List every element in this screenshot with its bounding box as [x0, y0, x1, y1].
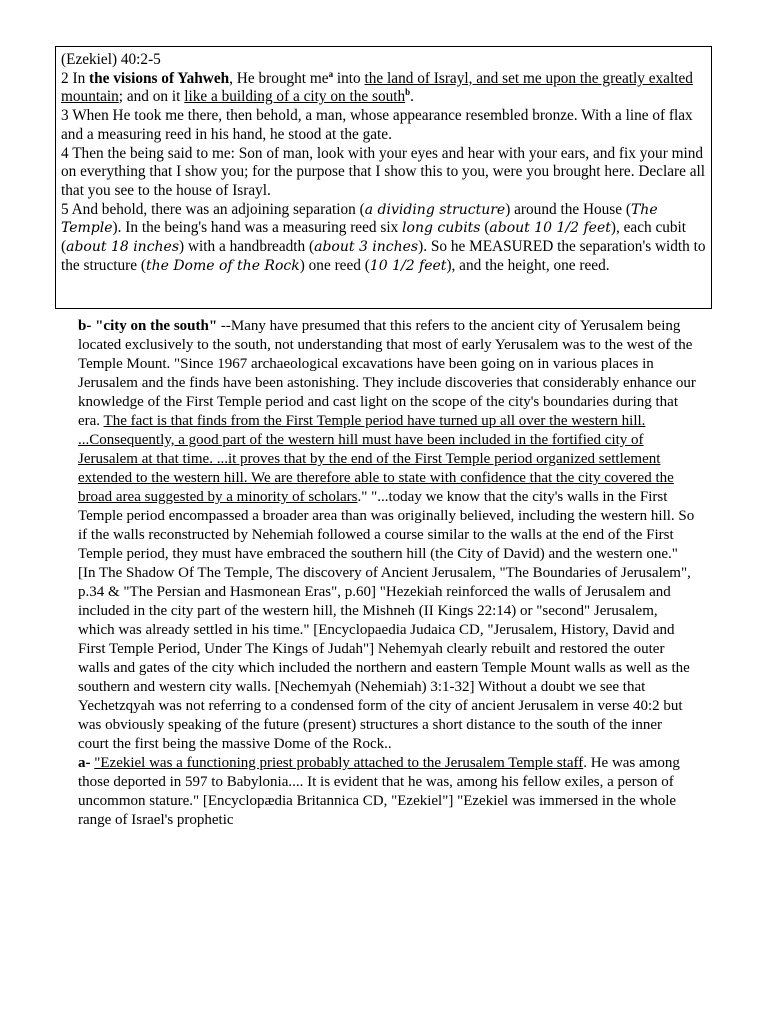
verse-5-text: 5 And behold, there was an adjoining separation (: [61, 200, 365, 218]
verse-5-italic: about 3 inches: [314, 239, 419, 256]
footnote-b-text: --Many have presumed that this refers to the ancient city of Yerusalem being located exclusively to the south, not understanding that most of early Yerusalem was to the west of the Temple Mount. "Since 1967 archaeological excavations have been going on in various places in Jerusalem and the finds have been astonishing. They include discoveries that considerably enhance our knowledge of the First Temple period and cast light on the scope of the city's boundaries during that era.: [78, 318, 696, 429]
scripture-box: [55, 46, 712, 309]
footnote-a-label: a-: [78, 755, 91, 771]
verse-5-text: ) one reed (: [299, 256, 370, 274]
verse-5-text: ). So he MEASURED the separation's width to the structure (: [61, 238, 706, 274]
verse-2-text: .: [410, 88, 414, 106]
footnote-b-underlined: The fact is that finds from the First Temple period have turned up all over the western hill. ...Consequently, a good part of the western hill must have been included in the fortified city of Jerusalem at that time. ...it proves that by the end of the First Temple period organized settlement extended to the western hill. We are therefore able to state with confidence that the city covered the broad area suggested by a minority of scholars: [78, 413, 674, 505]
verse-2-bold: the visions of Yahweh: [89, 69, 230, 87]
verse-5-text: ). In the being's hand was a measuring reed six: [112, 219, 403, 237]
verse-2-text: , He brought me: [229, 69, 329, 87]
verse-5-italic: about 10 1/2 feet: [489, 220, 611, 237]
verse-5-italic: about 18 inches: [66, 239, 180, 256]
footnote-b-marker: b: [405, 87, 411, 98]
verse-2-number: 2 In: [61, 69, 90, 87]
verse-5-italic: a dividing structure: [364, 201, 506, 218]
verse-5-italic: The Temple: [61, 201, 658, 237]
footnote-a-underlined: "Ezekiel was a functioning priest probably attached to the Jerusalem Temple staff: [94, 755, 584, 771]
verse-3: 3 When He took me there, then behold, a man, whose appearance resembled bronze. With a line of flax and a measuring reed in his hand, he stood at the gate.: [61, 107, 693, 143]
verse-4: 4 Then the being said to me: Son of man, look with your eyes and hear with your ears, and fix your mind on everything that I show you; for the purpose that I show this to you, were you brought here. Declare all that you see to the house of Israyl.: [61, 144, 706, 199]
verse-5-text: ) with a handbreadth (: [179, 238, 315, 256]
verse-5-italic: long cubits: [402, 220, 481, 237]
footnote-b-label: b- "city on the south": [78, 318, 218, 334]
verse-2-underlined: like a building of a city on the south: [184, 88, 406, 106]
verse-5-text: ), and the height, one reed.: [446, 256, 610, 274]
verse-5: [61, 201, 706, 276]
commentary: [78, 317, 696, 830]
verse-2-text: ; and on it: [118, 88, 185, 106]
verse-5-italic: the Dome of the Rock: [145, 257, 300, 274]
passage-heading: (Ezekiel) 40:2-5: [61, 51, 161, 68]
footnote-b: [78, 317, 696, 754]
verse-2-text: into: [333, 69, 365, 87]
footnote-b-text: ." "...today we know that the city's walls in the First Temple period encompassed a broader area than was originally believed, including the western hill. So if the walls reconstructed by Nehemiah followed a course similar to the walls at the end of the First Temple period, they must have embraced the southern hill (the City of David) and the western one." [In The Shadow Of The Temple, The discovery of Ancient Jerusalem, "The Boundaries of Jerusalem", p.34 & "The Persian and Hasmonean Eras", p.60] "Hezekiah reinforced the walls of Jerusalem and included in the city part of the western hill, the Mishneh (II Kings 22:14) or "second" Jerusalem, which was already settled in his time." [Encyclopaedia Judaica CD, "Jerusalem, History, David and First Temple Period, Under The Kings of Judah"] Nehemyah clearly rebuilt and restored the outer walls and gates of the city which included the northern and eastern Temple Mount walls as well as the southern and western city walls. [Nechemyah (Nehemiah) 3:1-32] Without a doubt we see that Yechetzqyah was not referring to a condensed form of the city of ancient Jerusalem in verse 40:2 but was obviously speaking of the future (present) structures a short distance to the south of the inner court the first being the massive Dome of the Rock..: [78, 489, 695, 752]
verse-5-italic: 10 1/2 feet: [369, 257, 447, 274]
footnote-a: [78, 754, 696, 830]
verse-5-text: ), each cubit (: [61, 219, 687, 256]
verse-5-text: (: [480, 219, 490, 237]
verse-5-text: ) around the House (: [505, 200, 631, 218]
footnote-a-marker: a: [328, 68, 334, 79]
verse-2: [61, 70, 706, 107]
verse-2-underlined: the land of Israyl, and set me upon the greatly exalted mountain: [61, 69, 693, 106]
footnote-a-text: . He was among those deported in 597 to Babylonia.... It is evident that he was, among his fellow exiles, a person of uncommon stature." [Encyclopædia Britannica CD, "Ezekiel"] "Ezekiel was immersed in the whole range of Israel's prophetic: [78, 755, 680, 828]
